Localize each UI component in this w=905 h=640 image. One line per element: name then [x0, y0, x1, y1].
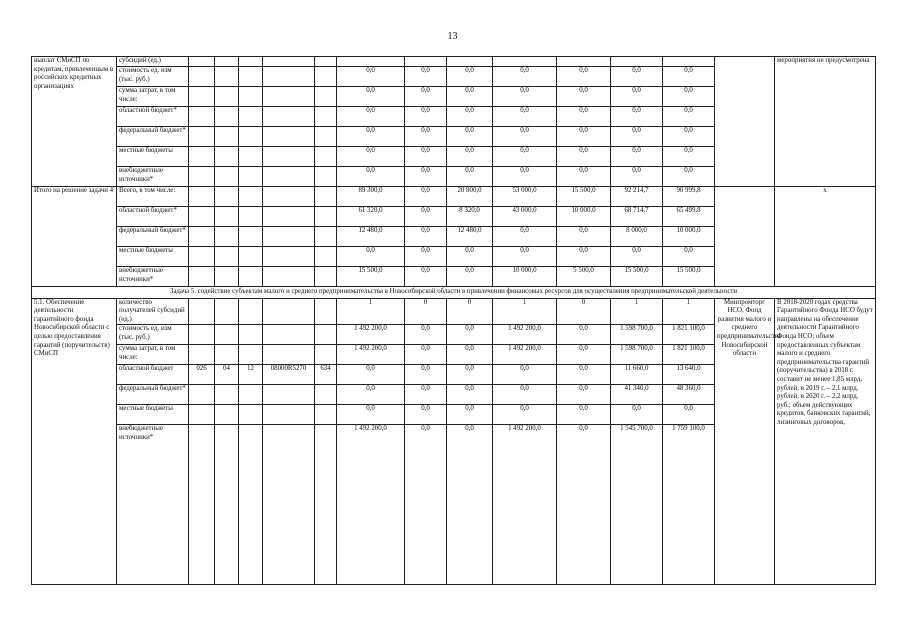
value-cell: 0,0 — [557, 87, 611, 107]
value-cell: 0,0 — [557, 67, 611, 87]
code-pr-empty — [239, 147, 263, 167]
value-cell: 0,0 — [447, 325, 493, 345]
code-pr-empty — [239, 247, 263, 267]
value-cell: 0,0 — [447, 107, 493, 127]
budget-table — [31, 56, 876, 585]
value-cell: 0,0 — [405, 107, 447, 127]
value-cell: 0,0 — [447, 167, 493, 187]
task-header-row — [32, 287, 876, 299]
result-note: В 2018-2020 годах средства Гарантийного Фонда НСО будут направлены на обеспечение деятельности Гарантийного Фонда НСО; объем предоставленных субъектам малого и среднего предпринимательства гарантий (поручительства) в 2018 г. составит не менее 1,85 млрд. рублей, в 2019 г. – 2,1 млрд. рублей, в 2020 г. – 2,2 млрд. руб.; объем действующих кредитов, банковских гарантий, лизинговых договоров, — [775, 298, 876, 585]
code-vr-empty — [315, 405, 337, 425]
value-cell: 0,0 — [405, 247, 447, 267]
value-cell: 0,0 — [557, 107, 611, 127]
value-cell: 1 — [337, 298, 405, 325]
value-cell: 0,0 — [493, 67, 557, 87]
value-cell: 0,0 — [493, 227, 557, 247]
value-cell: 0,0 — [493, 127, 557, 147]
value-cell: 0 — [447, 298, 493, 325]
indicator-name: областной бюджет — [117, 365, 189, 385]
indicator-name: внебюджетные источники* — [117, 167, 189, 187]
page-number: 13 — [447, 31, 458, 42]
value-cell: 0,0 — [557, 227, 611, 247]
executor-empty — [715, 187, 775, 287]
code-pr-empty — [239, 167, 263, 187]
value-cell: 12 480,0 — [447, 227, 493, 247]
code-vr-empty — [315, 87, 337, 107]
value-cell — [663, 57, 715, 67]
value-cell — [611, 57, 663, 67]
value-cell: 0,0 — [663, 127, 715, 147]
task-title: Задача 5. содействие субъектам малого и среднего предпринимательства в Новосибирской области в привлечении финансовых ресурсов для осуществления предпринимательской деятельности — [32, 287, 876, 299]
value-cell — [447, 57, 493, 67]
code-pr: 12 — [239, 365, 263, 385]
code-csr-empty — [263, 57, 315, 67]
value-cell: 0,0 — [447, 267, 493, 287]
value-cell: 1 759 100,0 — [663, 425, 715, 585]
indicator-name: федеральный бюджет* — [117, 127, 189, 147]
value-cell: 1 — [663, 298, 715, 325]
code-vr-empty — [315, 247, 337, 267]
value-cell: 53 000,0 — [493, 187, 557, 207]
value-cell: 10 000,0 — [663, 227, 715, 247]
value-cell: 0,0 — [611, 147, 663, 167]
value-cell: 1 492 200,0 — [493, 425, 557, 585]
code-grbs-empty — [189, 87, 215, 107]
code-csr-empty — [263, 227, 315, 247]
result-note: мероприятия не предусмотрена — [775, 57, 876, 187]
value-cell: 0,0 — [405, 167, 447, 187]
value-cell: 0,0 — [557, 127, 611, 147]
value-cell — [405, 57, 447, 67]
indicator-name: стоимость ед. изм (тыс. руб.) — [117, 67, 189, 87]
value-cell: 0,0 — [337, 147, 405, 167]
value-cell: 0,0 — [447, 147, 493, 167]
value-cell: 48 360,0 — [663, 385, 715, 405]
code-pr-empty — [239, 207, 263, 227]
executor: Минпромторг НСО, Фонд развития малого и среднего предпринимательства Новосибирской области — [715, 298, 775, 585]
value-cell: 1 — [611, 298, 663, 325]
code-rz-empty — [215, 267, 239, 287]
code-vr-empty — [315, 425, 337, 585]
value-cell: 0,0 — [405, 207, 447, 227]
code-pr-empty — [239, 345, 263, 365]
value-cell: 0,0 — [447, 405, 493, 425]
code-rz-empty — [215, 107, 239, 127]
code-csr-empty — [263, 187, 315, 207]
table-row — [32, 298, 876, 325]
code-grbs: 026 — [189, 365, 215, 385]
value-cell: 0,0 — [447, 365, 493, 385]
value-cell: 0,0 — [611, 107, 663, 127]
code-pr-empty — [239, 425, 263, 585]
value-cell: 0,0 — [447, 425, 493, 585]
value-cell: 0 — [405, 298, 447, 325]
code-csr-empty — [263, 167, 315, 187]
value-cell: 0,0 — [493, 365, 557, 385]
value-cell: 0,0 — [447, 127, 493, 147]
code-vr: 634 — [315, 365, 337, 385]
value-cell: 0,0 — [405, 187, 447, 207]
value-cell: 0,0 — [557, 167, 611, 187]
result-note: x — [775, 187, 876, 287]
code-grbs-empty — [189, 325, 215, 345]
code-pr-empty — [239, 325, 263, 345]
value-cell: 0,0 — [405, 147, 447, 167]
value-cell: 0,0 — [405, 325, 447, 345]
value-cell: 0,0 — [557, 425, 611, 585]
value-cell: 0,0 — [663, 147, 715, 167]
table-row — [32, 187, 876, 207]
indicator-name: федеральный бюджет* — [117, 385, 189, 405]
code-grbs-empty — [189, 267, 215, 287]
value-cell: 0,0 — [337, 365, 405, 385]
code-vr-empty — [315, 67, 337, 87]
value-cell: 0,0 — [447, 385, 493, 405]
value-cell: 1 821 100,0 — [663, 345, 715, 365]
indicator-name: стоимость ед. изм (тыс. руб.) — [117, 325, 189, 345]
code-pr-empty — [239, 107, 263, 127]
indicator-name: Всего, в том числе: — [117, 187, 189, 207]
indicator-name: внебюджетные источники* — [117, 267, 189, 287]
value-cell: 15 500,0 — [611, 267, 663, 287]
value-cell: 0,0 — [493, 147, 557, 167]
code-pr-empty — [239, 127, 263, 147]
value-cell: 1 598 700,0 — [611, 325, 663, 345]
value-cell: 1 492 200,0 — [337, 325, 405, 345]
value-cell: 0,0 — [337, 67, 405, 87]
code-csr-empty — [263, 325, 315, 345]
code-vr-empty — [315, 167, 337, 187]
value-cell: 5 500,0 — [557, 267, 611, 287]
value-cell: 0,0 — [611, 67, 663, 87]
value-cell: 0,0 — [337, 385, 405, 405]
code-pr-empty — [239, 57, 263, 67]
value-cell: 0,0 — [611, 87, 663, 107]
code-rz-empty — [215, 147, 239, 167]
indicator-name: местные бюджеты — [117, 247, 189, 267]
code-rz-empty — [215, 57, 239, 67]
value-cell: 0,0 — [557, 247, 611, 267]
code-grbs-empty — [189, 207, 215, 227]
value-cell: 0,0 — [405, 67, 447, 87]
code-grbs-empty — [189, 227, 215, 247]
code-grbs-empty — [189, 67, 215, 87]
value-cell: 0,0 — [493, 167, 557, 187]
indicator-name: сумма затрат, в том числе: — [117, 345, 189, 365]
value-cell: 15 500,0 — [337, 267, 405, 287]
value-cell: 0,0 — [557, 147, 611, 167]
value-cell: 92 214,7 — [611, 187, 663, 207]
code-pr-empty — [239, 405, 263, 425]
code-rz-empty — [215, 345, 239, 365]
value-cell: 1 821 100,0 — [663, 325, 715, 345]
value-cell: 1 598 700,0 — [611, 345, 663, 365]
code-csr-empty — [263, 425, 315, 585]
value-cell: 0,0 — [663, 107, 715, 127]
value-cell: 0,0 — [405, 345, 447, 365]
code-vr-empty — [315, 385, 337, 405]
value-cell: 0,0 — [405, 365, 447, 385]
value-cell: 0,0 — [447, 345, 493, 365]
value-cell: 1 492 200,0 — [337, 345, 405, 365]
value-cell: 8 000,0 — [611, 227, 663, 247]
code-csr-empty — [263, 207, 315, 227]
code-grbs-empty — [189, 187, 215, 207]
value-cell: 0,0 — [611, 405, 663, 425]
value-cell: 0,0 — [405, 405, 447, 425]
value-cell: 11 660,0 — [611, 365, 663, 385]
value-cell: 89 300,0 — [337, 187, 405, 207]
code-rz-empty — [215, 247, 239, 267]
code-csr-empty — [263, 67, 315, 87]
code-grbs-empty — [189, 385, 215, 405]
value-cell: 0,0 — [611, 127, 663, 147]
code-rz-empty — [215, 405, 239, 425]
code-grbs-empty — [189, 425, 215, 585]
code-rz-empty — [215, 67, 239, 87]
value-cell: 1 492 200,0 — [493, 345, 557, 365]
code-rz-empty — [215, 87, 239, 107]
code-pr-empty — [239, 298, 263, 325]
code-csr-empty — [263, 385, 315, 405]
code-rz: 04 — [215, 365, 239, 385]
code-vr-empty — [315, 127, 337, 147]
indicator-name: сумма затрат, в том числе: — [117, 87, 189, 107]
value-cell: 0,0 — [337, 107, 405, 127]
value-cell: 61 320,0 — [337, 207, 405, 227]
code-grbs-empty — [189, 107, 215, 127]
code-csr: 08000R5270 — [263, 365, 315, 385]
value-cell: 1 — [493, 298, 557, 325]
indicator-name: областной бюджет* — [117, 107, 189, 127]
indicator-name: областной бюджет* — [117, 207, 189, 227]
value-cell: 0,0 — [663, 67, 715, 87]
code-csr-empty — [263, 405, 315, 425]
value-cell: 0,0 — [493, 405, 557, 425]
value-cell: 65 499,8 — [663, 207, 715, 227]
code-grbs-empty — [189, 298, 215, 325]
code-grbs-empty — [189, 57, 215, 67]
code-grbs-empty — [189, 147, 215, 167]
indicator-name: внебюджетные источники* — [117, 425, 189, 585]
value-cell: 0,0 — [337, 167, 405, 187]
value-cell: 1 492 200,0 — [337, 425, 405, 585]
code-vr-empty — [315, 207, 337, 227]
value-cell: 0,0 — [557, 365, 611, 385]
value-cell: 0,0 — [447, 247, 493, 267]
indicator-name: местные бюджеты — [117, 147, 189, 167]
measure-name: 5.1. Обеспечение деятельности гарантийного фонда Новосибирской области с целью предоставления гарантий (поручительств) СМиСП — [32, 298, 117, 585]
code-grbs-empty — [189, 247, 215, 267]
value-cell: 0,0 — [405, 385, 447, 405]
code-csr-empty — [263, 147, 315, 167]
code-pr-empty — [239, 87, 263, 107]
value-cell: 43 000,0 — [493, 207, 557, 227]
code-pr-empty — [239, 227, 263, 247]
code-rz-empty — [215, 298, 239, 325]
value-cell: 0,0 — [447, 87, 493, 107]
value-cell: 0,0 — [337, 127, 405, 147]
code-rz-empty — [215, 425, 239, 585]
code-vr-empty — [315, 107, 337, 127]
code-rz-empty — [215, 187, 239, 207]
value-cell: 0,0 — [493, 247, 557, 267]
code-vr-empty — [315, 267, 337, 287]
value-cell: 0,0 — [337, 405, 405, 425]
value-cell: 0,0 — [557, 385, 611, 405]
value-cell: 20 800,0 — [447, 187, 493, 207]
value-cell: 0,0 — [405, 87, 447, 107]
value-cell: 10 000,0 — [557, 207, 611, 227]
code-rz-empty — [215, 325, 239, 345]
code-rz-empty — [215, 207, 239, 227]
value-cell: 0,0 — [447, 67, 493, 87]
code-pr-empty — [239, 67, 263, 87]
indicator-name: федеральный бюджет* — [117, 227, 189, 247]
value-cell: 0,0 — [493, 87, 557, 107]
value-cell: 0,0 — [663, 87, 715, 107]
measure-name: Итого на решение задачи 4 — [32, 187, 117, 287]
value-cell: 41 340,0 — [611, 385, 663, 405]
code-vr-empty — [315, 187, 337, 207]
executor-empty — [715, 57, 775, 187]
code-grbs-empty — [189, 127, 215, 147]
code-vr-empty — [315, 147, 337, 167]
value-cell: 68 714,7 — [611, 207, 663, 227]
code-csr-empty — [263, 107, 315, 127]
code-grbs-empty — [189, 345, 215, 365]
value-cell: 1 545 700,0 — [611, 425, 663, 585]
value-cell — [493, 57, 557, 67]
measure-name: выплат СМиСП по кредитам, привлеченным в российских кредитных организациях — [32, 57, 117, 187]
value-cell: 0,0 — [557, 405, 611, 425]
code-vr-empty — [315, 227, 337, 247]
value-cell: 0,0 — [663, 247, 715, 267]
value-cell: 10 000,0 — [493, 267, 557, 287]
code-vr-empty — [315, 57, 337, 67]
value-cell: 12 480,0 — [337, 227, 405, 247]
value-cell: 0,0 — [337, 87, 405, 107]
indicator-name: местные бюджеты — [117, 405, 189, 425]
value-cell: 0,0 — [337, 247, 405, 267]
value-cell: 90 999,8 — [663, 187, 715, 207]
code-vr-empty — [315, 345, 337, 365]
value-cell: 0,0 — [405, 127, 447, 147]
value-cell: 0,0 — [663, 167, 715, 187]
value-cell: 0,0 — [611, 247, 663, 267]
value-cell: 0,0 — [663, 405, 715, 425]
code-grbs-empty — [189, 167, 215, 187]
value-cell: 0,0 — [493, 385, 557, 405]
code-pr-empty — [239, 267, 263, 287]
code-csr-empty — [263, 247, 315, 267]
code-grbs-empty — [189, 405, 215, 425]
value-cell: 0,0 — [493, 107, 557, 127]
code-rz-empty — [215, 167, 239, 187]
value-cell: 0,0 — [557, 325, 611, 345]
value-cell: 0,0 — [557, 345, 611, 365]
value-cell: 15 500,0 — [557, 187, 611, 207]
code-csr-empty — [263, 87, 315, 107]
code-rz-empty — [215, 227, 239, 247]
value-cell: 0 — [557, 298, 611, 325]
code-vr-empty — [315, 325, 337, 345]
code-pr-empty — [239, 187, 263, 207]
code-vr-empty — [315, 298, 337, 325]
value-cell: 15 500,0 — [663, 267, 715, 287]
code-csr-empty — [263, 267, 315, 287]
value-cell: 8 320,0 — [447, 207, 493, 227]
value-cell: 13 640,0 — [663, 365, 715, 385]
indicator-name: количество получателей субсидий (ед.) — [117, 298, 189, 325]
value-cell — [337, 57, 405, 67]
value-cell: 1 492 200,0 — [493, 325, 557, 345]
value-cell: 0,0 — [405, 227, 447, 247]
value-cell — [557, 57, 611, 67]
code-rz-empty — [215, 385, 239, 405]
code-csr-empty — [263, 127, 315, 147]
indicator-name: субсидий (ед.) — [117, 57, 189, 67]
code-csr-empty — [263, 345, 315, 365]
value-cell: 0,0 — [405, 425, 447, 585]
table-row — [32, 57, 876, 67]
value-cell: 0,0 — [611, 167, 663, 187]
code-csr-empty — [263, 298, 315, 325]
code-rz-empty — [215, 127, 239, 147]
value-cell: 0,0 — [405, 267, 447, 287]
code-pr-empty — [239, 385, 263, 405]
